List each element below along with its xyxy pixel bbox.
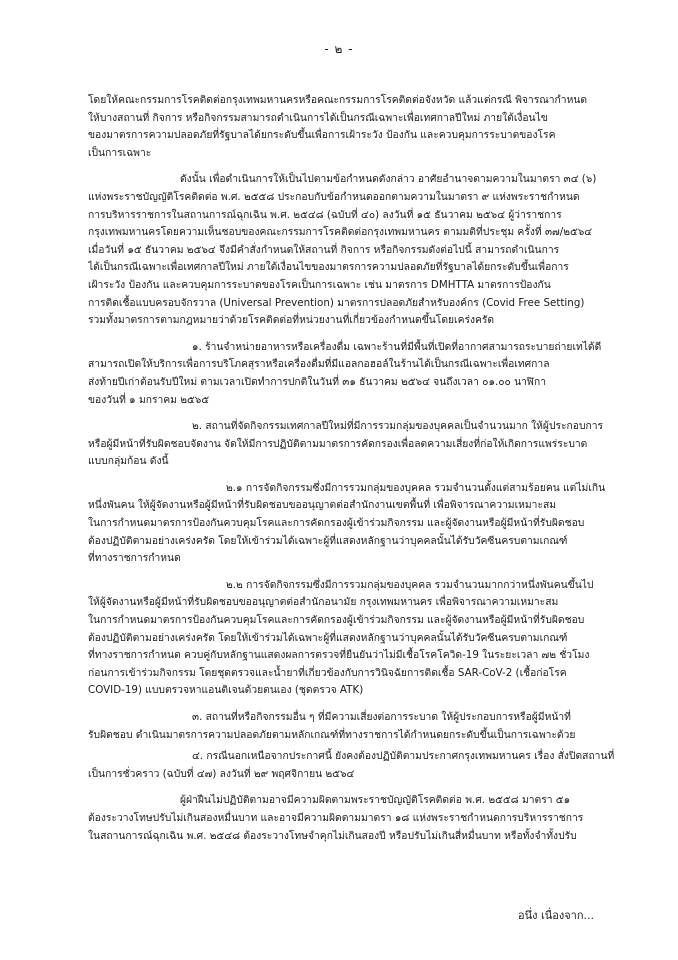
text-line: ต้องปฏิบัติตามอย่างเคร่งครัด โดยให้เข้าร่วมได้เฉพาะผู้ที่แสดงหลักฐานว่าบุคคลนั้นได้รับวัคซีนครบตามเกณฑ์	[88, 631, 568, 644]
paragraph	[88, 577, 628, 700]
text-line: ส่งท้ายปีเก่าต้อนรับปีใหม่ ตามเวลาเปิดทำการปกติในวันที่ ๓๑ ธันวาคม ๒๕๖๔ จนถึงเวลา ๐๑.๐๐ นาฬิกา	[88, 375, 546, 388]
text-line: ที่ทางราชการกำหนด ควบคู่กับหลักฐานแสดงผลการตรวจที่ยืนยันว่าไม่มีเชื้อโรคโควิด-19 ในระยะเวลา ๗๒ ชั่วโมง	[88, 649, 590, 662]
text-line: ต้องระวางโทษปรับไม่เกินสองหมื่นบาท และอาจมีความผิดตามมาตรา ๑๘ แห่งพระราชกำหนดการบริหารราชการ	[88, 811, 584, 824]
paragraph	[88, 748, 628, 783]
text-line: ๒. สถานที่จัดกิจกรรมเทศกาลปีใหม่ที่มีการรวมกลุ่มของบุคคลเป็นจำนวนมาก ให้ผู้ประกอบการ	[192, 420, 604, 433]
text-line: เป็นการชั่วคราว (ฉบับที่ ๔๗) ลงวันที่ ๒๙ พฤศจิกายน ๒๕๖๔	[88, 767, 355, 780]
text-line: เป็นการเฉพาะ	[88, 146, 152, 159]
text-line: ดังนั้น เพื่อดำเนินการให้เป็นไปตามข้อกำหนดดังกล่าว อาศัยอำนาจตามความในมาตรา ๓๔ (๖)	[180, 173, 597, 186]
paragraph	[88, 418, 628, 471]
text-line: ๓. สถานที่หรือกิจกรรมอื่น ๆ ที่มีความเสี่ยงต่อการระบาด ให้ผู้ประกอบการหรือผู้มีหน้าที่	[192, 711, 571, 723]
text-line: เมื่อวันที่ ๑๕ ธันวาคม ๒๕๖๔ จึงมีคำสั่งกำหนดให้สถานที่ กิจการ หรือกิจกรรมดังต่อไปนี้ สามารถดำเนินการ	[88, 243, 560, 256]
text-line: ผู้ฝ่าฝืนไม่ปฏิบัติตามอาจมีความผิดตามพระราชบัญญัติโรคติดต่อ พ.ศ. ๒๕๕๘ มาตรา ๕๑	[180, 794, 571, 807]
text-line: ๒.๑ การจัดกิจกรรมซึ่งมีการรวมกลุ่มของบุคคล รวมจำนวนตั้งแต่สามร้อยคน แต่ไม่เกิน	[226, 481, 606, 494]
text-line: เฝ้าระวัง ป้องกัน และควบคุมการระบาดของโรคเป็นการเฉพาะ เช่น มาตรการ DMHTTA มาตรการป้องกัน	[88, 278, 551, 291]
text-line: หรือผู้มีหน้าที่รับผิดชอบจัดงาน จัดให้มีการปฏิบัติตามมาตรการคัดกรองเพื่อลดความเสี่ยงที่ก่อให้เกิดการแพร่ระบาด	[88, 437, 588, 450]
paragraph	[88, 339, 628, 409]
text-line: กรุงเทพมหานครโดยความเห็นชอบของคณะกรรมการโรคติดต่อกรุงเทพมหานคร ตามมติที่ประชุม ครั้งที่ ๓๗/๒๕๖๔	[88, 226, 593, 239]
text-line: ให้บางสถานที่ กิจการ หรือกิจกรรมสามารถดำเนินการได้เป็นกรณีเฉพาะเพื่อเทศกาลปีใหม่ ภายใต้เงื่อนไข	[88, 111, 548, 124]
text-line: ต้องปฏิบัติตามอย่างเคร่งครัด โดยให้เข้าร่วมได้เฉพาะผู้ที่แสดงหลักฐานว่าบุคคลนั้นได้รับวัคซีนครบตามเกณฑ์	[88, 534, 568, 547]
text-line: ของมาตรการความปลอดภัยที่รัฐบาลได้ยกระดับขึ้นเพื่อการเฝ้าระวัง ป้องกัน และควบคุมการระบาดของโรค	[88, 129, 556, 142]
text-line: ที่ทางราชการกำหนด	[88, 552, 181, 565]
page-number: - ๒ -	[324, 42, 354, 56]
text-line: รวมทั้งมาตรการตามกฎหมายว่าด้วยโรคติดต่อที่หน่วยงานที่เกี่ยวข้องกำหนดขึ้นโดยเคร่งครัด	[88, 314, 495, 327]
text-line: ในการกำหนดมาตรการป้องกันควบคุมโรคและการคัดกรองผู้เข้าร่วมกิจกรรม และผู้จัดงานหรือผู้มีหน้าที่รับผิดชอบ	[88, 517, 585, 530]
text-line: แบบกลุ่มก้อน ดังนี้	[88, 455, 169, 468]
text-line: การติดเชื้อแบบครอบจักรวาล (Universal Prevention) มาตรการปลอดภัยสำหรับองค์กร (Covid Free Setting)	[88, 296, 585, 309]
text-line: ๒.๒ การจัดกิจกรรมซึ่งมีการรวมกลุ่มของบุคคล รวมจำนวนมากกว่าหนึ่งพันคนขึ้นไป	[226, 578, 594, 591]
text-line: ให้ผู้จัดงานหรือผู้มีหน้าที่รับผิดชอบขออนุญาตต่อสำนักอนามัย กรุงเทพมหานคร เพื่อพิจารณาความเหมาะสม	[88, 596, 559, 609]
text-line: รับผิดชอบ ดำเนินมาตรการความปลอดภัยตามหลักเกณฑ์ที่ทางราชการได้กำหนดยกระดับขึ้นเป็นการเฉพาะด้วย	[88, 728, 576, 741]
text-line: โดยให้คณะกรรมการโรคติดต่อกรุงเทพมหานครหรือคณะกรรมการโรคติดต่อจังหวัด แล้วแต่กรณี พิจารณากำหนด	[88, 94, 588, 106]
text-line: ๑. ร้านจำหน่ายอาหารหรือเครื่องดื่ม เฉพาะร้านที่มีพื้นที่เปิดที่อากาศสามารถระบายถ่ายเทได้ดี	[192, 340, 602, 353]
text-line: แห่งพระราชบัญญัติโรคติดต่อ พ.ศ. ๒๕๕๘ ประกอบกับข้อกำหนดออกตามความในมาตรา ๙ แห่งพระราชกำหนด	[88, 190, 580, 203]
paragraph	[88, 709, 628, 744]
text-line: ๔. กรณีนอกเหนือจากประกาศนี้ ยังคงต้องปฏิบัติตามประกาศกรุงเทพมหานคร เรื่อง สั่งปิดสถานที่	[192, 750, 615, 763]
paragraph	[88, 480, 628, 568]
text-line: ในสถานการณ์ฉุกเฉิน พ.ศ. ๒๕๔๘ ต้องระวางโทษจำคุกไม่เกินสองปี หรือปรับไม่เกินสี่หมื่นบาท หรือทั้งจำทั้งปรับ	[88, 829, 577, 842]
document-body	[88, 92, 628, 854]
paragraph	[88, 792, 628, 845]
paragraph	[88, 92, 628, 162]
text-line: COVID-19) แบบตรวจหาแอนติเจนด้วยตนเอง (ชุดตรวจ ATK)	[88, 684, 364, 697]
text-line: ก่อนการเข้าร่วมกิจกรรม โดยชุดตรวจและน้ำยาที่เกี่ยวข้องกับการวินิจฉัยการติดเชื้อ SAR-CoV-2 (เชื้อก่อโรค	[88, 666, 567, 679]
text-line: สามารถเปิดให้บริการเพื่อการบริโภคสุราหรือเครื่องดื่มที่มีแอลกอฮอล์ในร้านได้เป็นกรณีเฉพาะเพื่อเทศกาล	[88, 358, 550, 371]
text-line: หนึ่งพันคน ให้ผู้จัดงานหรือผู้มีหน้าที่รับผิดชอบขออนุญาตต่อสำนักงานเขตพื้นที่ เพื่อพิจารณาความเหมาะสม	[88, 499, 557, 512]
text-line: ของวันที่ ๑ มกราคม ๒๕๖๕	[88, 393, 210, 406]
text-line: การบริหารราชการในสถานการณ์ฉุกเฉิน พ.ศ. ๒๕๔๘ (ฉบับที่ ๔๐) ลงวันที่ ๑๕ ธันวาคม ๒๕๖๔ ผู้ว่าราชการ	[88, 208, 562, 221]
text-line: ในการกำหนดมาตรการป้องกันควบคุมโรคและการคัดกรองผู้เข้าร่วมกิจกรรม และผู้จัดงานหรือผู้มีหน้าที่รับผิดชอบ	[88, 614, 585, 627]
continued-text: อนึ่ง เนื่องจาก...	[517, 909, 594, 922]
paragraph	[88, 171, 628, 329]
text-line: ได้เป็นกรณีเฉพาะเพื่อเทศกาลปีใหม่ ภายใต้เงื่อนไขของมาตรการความปลอดภัยที่รัฐบาลได้ยกระดับขึ้นเพื่อการ	[88, 261, 569, 274]
